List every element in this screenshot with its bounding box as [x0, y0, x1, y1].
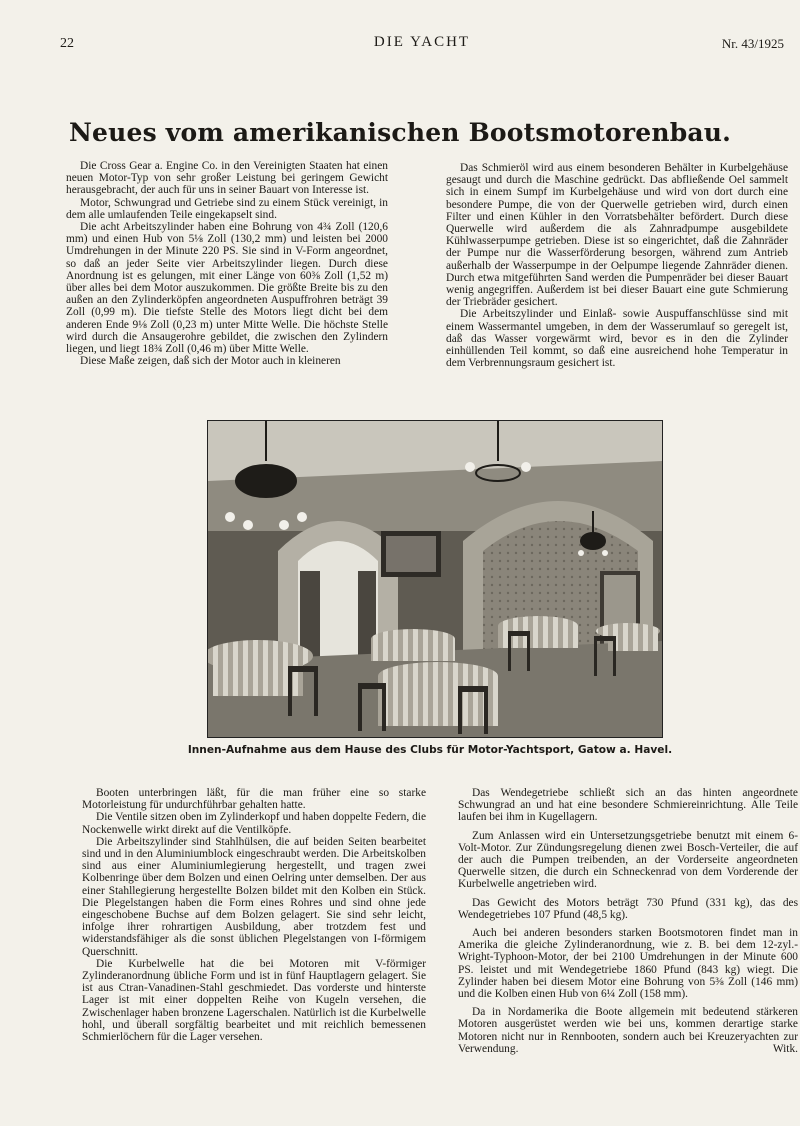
text-column-4 — [458, 787, 798, 1061]
paragraph: Die Arbeitszylinder sind Stahlhülsen, die auf beiden Seiten bearbeitet sind und in den Aluminiumblock eingeschraubt werden. Die Arbeitskolben sind aus einer Aluminiumlegierung hergestellt, und tragen zwei Kolbenringe über dem Bolzen und einen Oelring unter demselben. Der aus einer Stahllegierung hergestellte Bolzen bildet mit den Kolben ein Stück. Die Plegelstangen haben die Form eines Rohres und sind ohne jede eingeschobene Buchse auf dem Bolzen gelagert. Sie sind sehr leicht, infolge ihrer rohrartigen Ausbildung, aber trotzdem fest und widerstandsfähiger als die sonst üblichen Plegelstangen von I-förmigem Querschnitt. — [82, 835, 426, 958]
paragraph: Die Ventile sitzen oben im Zylinderkopf und haben doppelte Federn, die Nockenwelle wirkt direkt auf die Ventilköpfe. — [82, 811, 426, 836]
paragraph: Das Schmieröl wird aus einem besonderen Behälter in Kurbelgehäuse gesaugt und durch die Maschine gedrückt. Das abfließende Oel sammelt sich in einem Sumpf im Kurbelgehäuse und wird von dort durch eine besondere Pumpe, die von der Querwelle getrieben wird, durch einen Filter und einen Kühler in den Vorratsbehälter befördert. Durch diese Querwelle wird außerdem die als Zahnradpumpe ausgebildete Kühlwasserpumpe getrieben. Diese ist so eingerichtet, daß die Zahnräder der Pumpe nur die Wasserförderung besorgen, während zum Antrieb außerhalb der Wasserpumpe in der Oelpumpe liegende Zahnräder dienen. Durch etwa mitgeführten Sand werden die Pumpenräder bei dieser Bauart wenig angegriffen. Außerdem ist bei dieser Bauart eine gute Schmierung der Triebräder gesichert. — [446, 162, 788, 309]
author-signature: Witk. — [772, 1042, 798, 1055]
paragraph: Die Cross Gear a. Engine Co. in den Vereinigten Staaten hat einen neuen Motor-Typ von sehr großer Leistung bei geringem Gewicht herausgebracht, der auch für uns in seiner Bauart von Interesse ist. — [66, 160, 388, 197]
paragraph: Die acht Arbeitszylinder haben eine Bohrung von 4¾ Zoll (120,6 mm) und einen Hub von 5⅛ Zoll (130,2 mm) und leisten bei 2000 Umdrehungen in der Minute 220 PS. Sie sind in V-Form angeordnet, so daß an jeder Seite vier Arbeitszylinder liegen. Durch diese Anordnung ist es gelungen, mit einer Länge von 60⅜ Zoll (1,52 m) über alles bei dem Motor auszukommen. Die größte Breite bis zu den außen an den Zylinderköpfen angeordneten Auspuffrohren beträgt 39 Zoll (0,99 m). Die tiefste Stelle des Motors liegt dicht bei dem anderen Ende 9⅛ Zoll (0,23 m) unter Mitte Welle. Die höchste Stelle wird durch die Ansaugerohre gebildet, die zwischen den Zylindern liegen, und liegt 18¾ Zoll (0,46 m) über Mitte Welle. — [66, 221, 388, 356]
paragraph: Booten unterbringen läßt, für die man früher eine so starke Motorleistung für undurchführbar gehalten hatte. — [82, 787, 426, 812]
paragraph: Auch bei anderen besonders starken Bootsmotoren findet man in Amerika die gleiche Zylinderanordnung, wie z. B. bei dem 12-zyl.-Wright-Typhoon-Motor, der bei 2100 Umdrehungen in der Minute 600 PS. leistet und mit Wendegetriebe 1860 Pfund (843 kg) wiegt. Die Zylinder haben bei diesem Motor eine Bohrung von 5⅜ Zoll (146 mm) und die Kolben einen Hub von 6¼ Zoll (158 mm). — [458, 927, 798, 1001]
paragraph: Die Kurbelwelle hat die bei Motoren mit V-förmiger Zylinderanordnung übliche Form und ist in fünf Hauptlagern gelagert. Sie ist aus Ctran-Vanadinen-Stahl geschmiedet. Das vorderste und hinterste Lager ist mit einer doppelten Reihe von Kugeln versehen, die Zwischenlager haben bronzene Lagerschalen. Natürlich ist die Kurbelwelle hohl, und überall sorgfältig bearbeitet und mit reichlich bemessenen Schmierlöchern für die Lager versehen. — [82, 957, 426, 1044]
paragraph: Das Gewicht des Motors beträgt 730 Pfund (331 kg), das des Wendegetriebes 107 Pfund (48,5 kg). — [458, 896, 798, 921]
paragraph: Zum Anlassen wird ein Untersetzungsgetriebe benutzt mit einem 6-Volt-Motor. Zur Zündungsregelung dienen zwei Bosch-Verteiler, die auf der auch die Pumpen treibenden, an der Vorderseite angeordneten Querwelle sitzen, die durch ein Schneckenrad von dem Vorderende der Kurbelwelle angetrieben wird. — [458, 829, 798, 891]
page-number: 22 — [60, 36, 74, 51]
paragraph: Das Wendegetriebe schließt sich an das hinten angeordnete Schwungrad an und hat eine besondere Schmiereinrichtung. Alle Teile laufen bei ihm in Kugellagern. — [458, 787, 798, 824]
paragraph: Die Arbeitszylinder und Einlaß- sowie Auspuffanschlüsse sind mit einem Wassermantel umgeben, in dem der Wasserumlauf so geregelt ist, daß das Wasser vorgewärmt wird, bevor es in den die Zylinder einhüllenden Teil kommt, so daß eine ausreichend hohe Temperatur in dem Verbrennungsraum gesichert ist. — [446, 308, 788, 370]
interior-photo — [207, 420, 663, 738]
text-column-1 — [66, 160, 388, 367]
page-header — [60, 34, 784, 54]
journal-title: DIE YACHT — [373, 34, 471, 50]
clubhouse-interior-illustration — [208, 421, 662, 737]
text-column-2 — [446, 162, 788, 369]
photo-caption: Innen-Aufnahme aus dem Hause des Clubs für Motor-Yachtsport, Gatow a. Havel. — [187, 744, 673, 756]
text-column-3 — [82, 787, 426, 1043]
paragraph-last — [458, 1006, 798, 1055]
article-title: Neues vom amerikanischen Bootsmotorenbau. — [68, 118, 732, 147]
paragraph-text: Da in Nordamerika die Boote allgemein mit bedeutend stärkeren Motoren ausgerüstet werden wie bei uns, kommen derartige starke Motoren nicht nur in Rennbooten, sondern auch bei Kreuzeryachten zur Verwendung. — [458, 1006, 798, 1055]
paragraph: Diese Maße zeigen, daß sich der Motor auch in kleineren — [80, 355, 341, 368]
issue-number: Nr. 43/1925 — [721, 36, 784, 51]
paragraph: Motor, Schwungrad und Getriebe sind zu einem Stück vereinigt, in dem alle umlaufenden Teile eingekapselt sind. — [66, 196, 388, 221]
